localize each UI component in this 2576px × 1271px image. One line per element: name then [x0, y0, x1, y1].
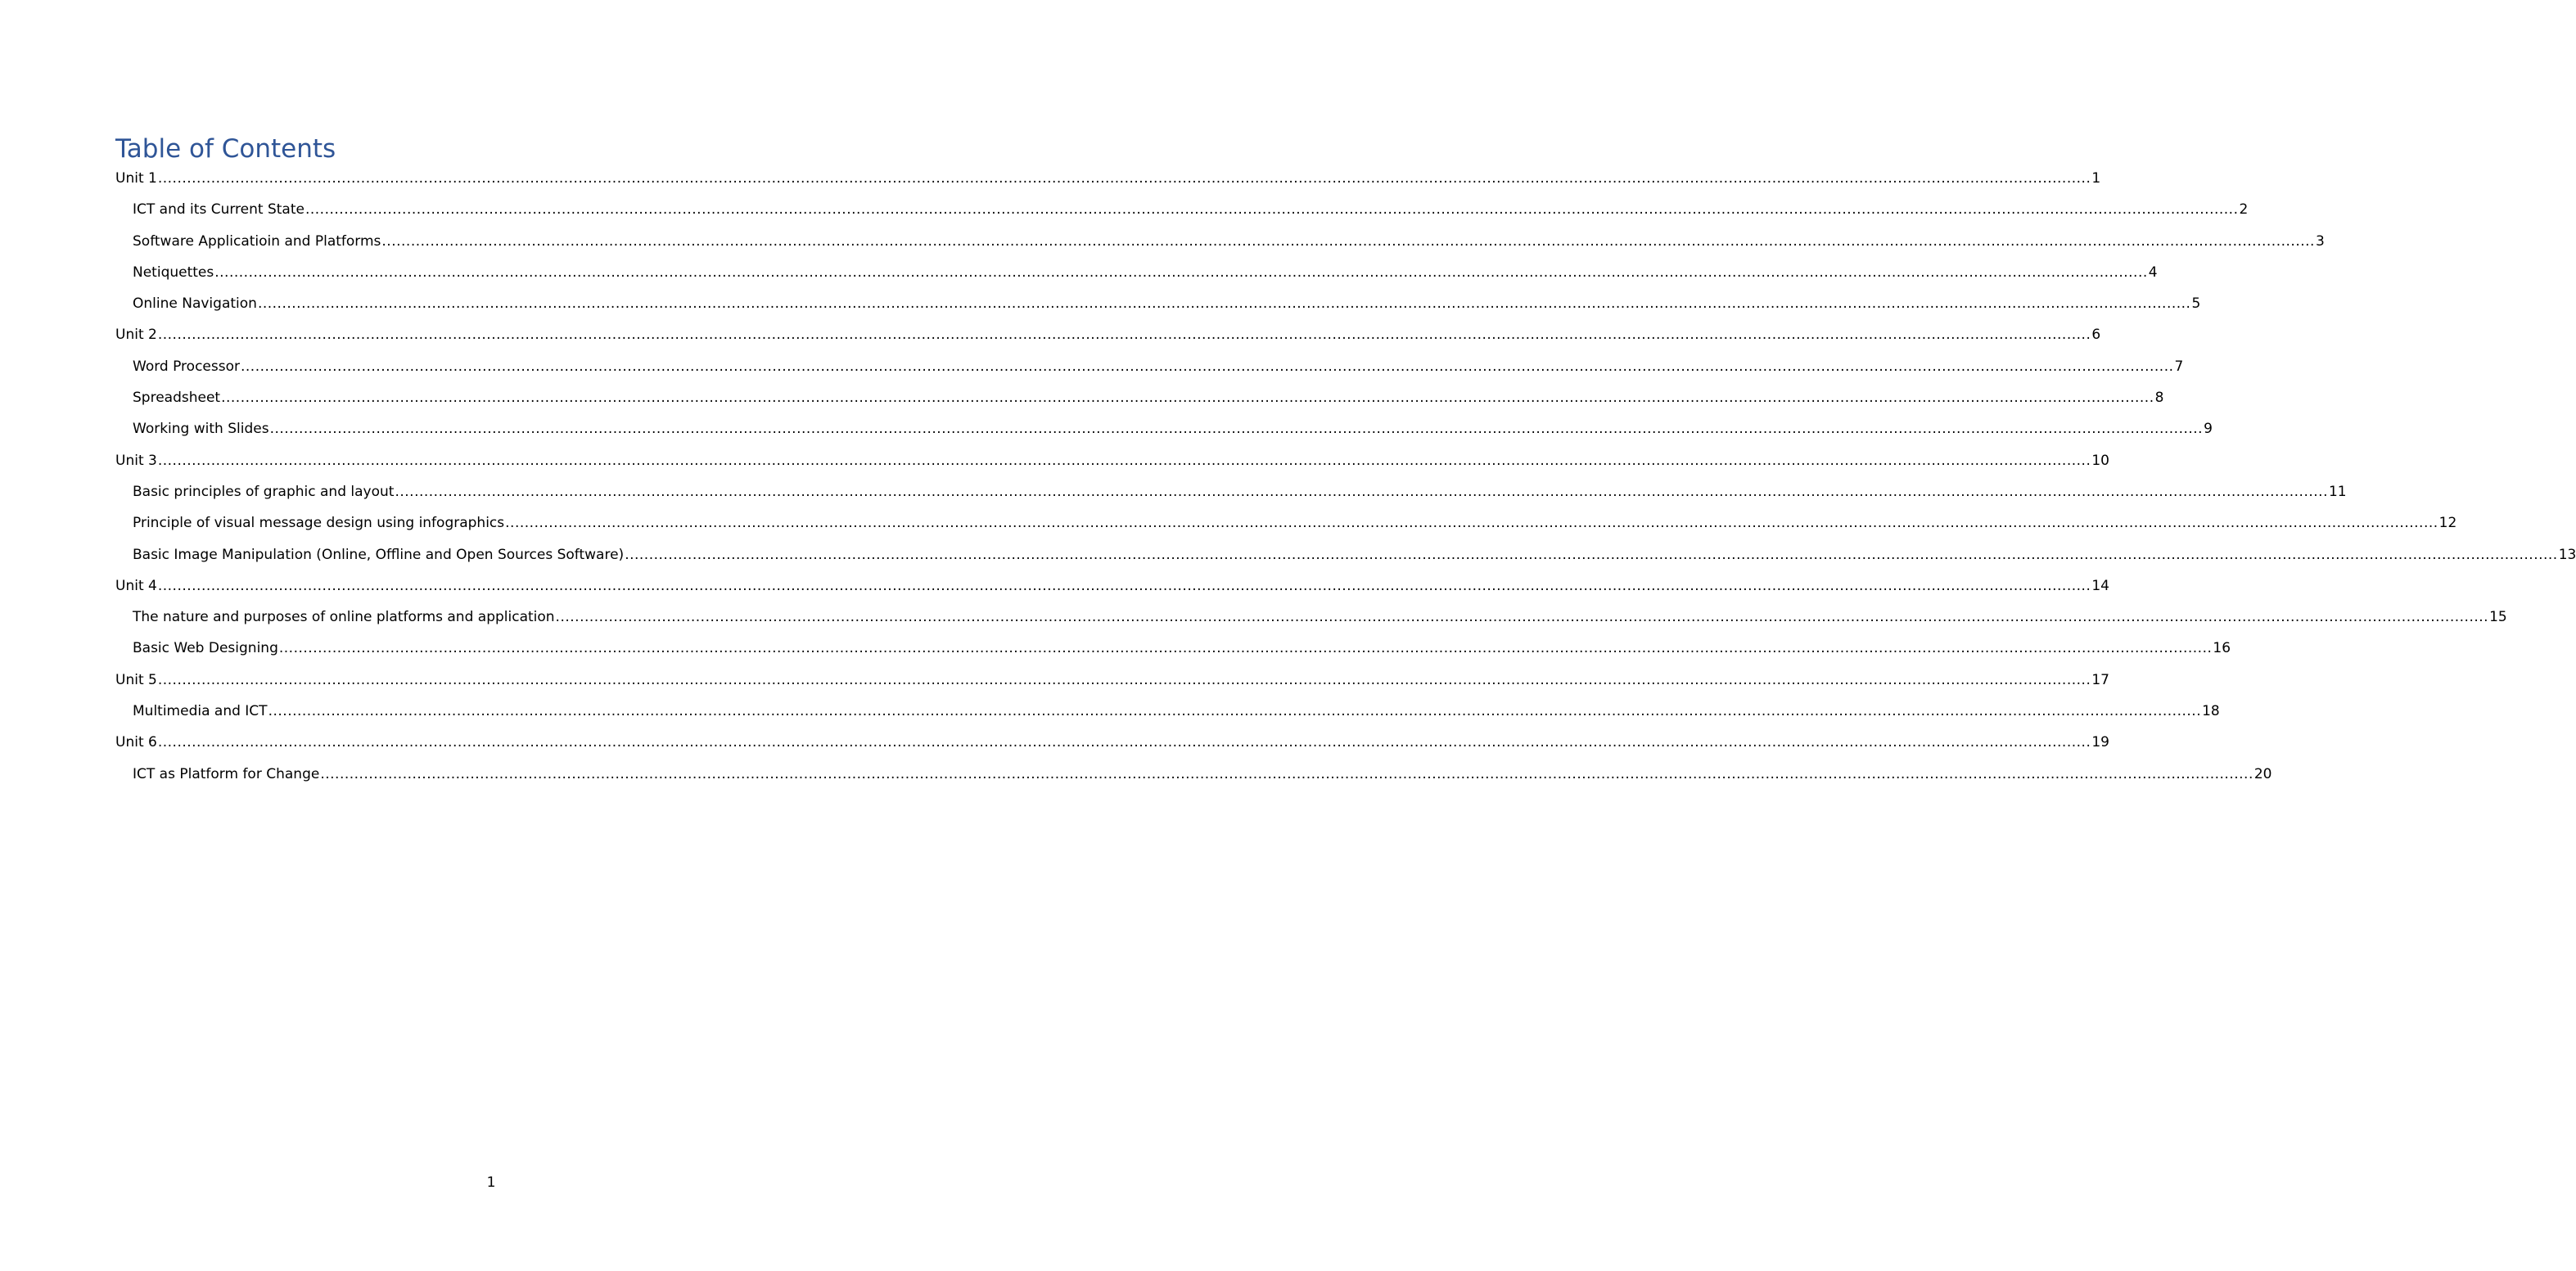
toc-entry-label: Unit 5: [115, 671, 157, 688]
toc-entry-label: Basic Image Manipulation (Online, Offline and Open Sources Software): [133, 546, 625, 563]
toc-entry-label: Working with Slides: [133, 421, 269, 438]
toc-entry-page-number: 7: [2174, 358, 2184, 375]
toc-dot-leader: [279, 635, 2213, 661]
toc-entry-page-number: 12: [2438, 515, 2457, 532]
toc-dot-leader: [505, 510, 2438, 536]
toc-dot-leader: [556, 604, 2489, 630]
toc-entry-label: Online Navigation: [133, 295, 257, 313]
toc-dot-leader: [258, 291, 2191, 317]
toc-entry-unit[interactable]: [115, 573, 2109, 604]
toc-entry-page-number: 16: [2213, 640, 2231, 657]
toc-dot-leader: [395, 479, 2328, 505]
toc-entry-section[interactable]: [115, 354, 2184, 385]
toc-entry-label: Unit 4: [115, 577, 157, 594]
toc-dot-leader: [241, 354, 2174, 380]
toc-dot-leader: [320, 761, 2253, 787]
toc-entry-page-number: 5: [2191, 295, 2201, 313]
toc-entry-section[interactable]: [115, 604, 2507, 635]
toc-entry-label: Unit 6: [115, 734, 157, 751]
toc-entry-label: Multimedia and ICT: [133, 703, 268, 720]
toc-entry-label: The nature and purposes of online platforms and application: [133, 609, 555, 626]
toc-entry-label: Word Processor: [133, 358, 240, 375]
toc-entry-section[interactable]: [115, 385, 2164, 416]
toc-entry-page-number: 17: [2091, 671, 2109, 688]
toc-entry-label: Unit 2: [115, 327, 157, 344]
toc-dot-leader: [221, 385, 2154, 411]
toc-entry-label: ICT as Platform for Change: [133, 765, 320, 782]
toc-entry-page-number: 10: [2091, 452, 2109, 469]
toc-dot-leader: [305, 196, 2239, 223]
toc-entry-section[interactable]: [115, 761, 2272, 792]
toc-entry-section[interactable]: [115, 698, 2220, 729]
toc-entry-label: Principle of visual message design using infographics: [133, 515, 505, 532]
toc-entry-label: Unit 1: [115, 170, 157, 187]
toc-dot-leader: [158, 667, 2091, 693]
footer-page-number: 1: [486, 1174, 496, 1191]
toc-entry-page-number: 19: [2091, 734, 2109, 751]
toc-entry-page-number: 14: [2091, 577, 2109, 594]
toc-entry-page-number: 15: [2489, 609, 2507, 626]
toc-entry-label: Unit 3: [115, 452, 157, 469]
toc-entry-page-number: 11: [2328, 483, 2347, 500]
toc-entry-page-number: 20: [2253, 765, 2272, 782]
toc-dot-leader: [158, 573, 2091, 599]
toc-entry-label: Spreadsheet: [133, 390, 221, 407]
toc-entry-page-number: 2: [2239, 201, 2249, 219]
toc-entry-section[interactable]: [115, 291, 2201, 322]
toc-dot-leader: [158, 165, 2091, 192]
toc-entry-unit[interactable]: [115, 667, 2109, 698]
toc-list: [115, 165, 2576, 792]
toc-entry-label: Basic Web Designing: [133, 640, 278, 657]
toc-entry-page-number: 3: [2315, 232, 2325, 250]
toc-dot-leader: [158, 322, 2091, 348]
toc-entry-unit[interactable]: [115, 729, 2109, 760]
toc-entry-page-number: 18: [2202, 703, 2220, 720]
toc-entry-unit[interactable]: [115, 322, 2101, 353]
toc-entry-section[interactable]: [115, 479, 2347, 510]
toc-entry-section[interactable]: [115, 259, 2158, 291]
toc-dot-leader: [381, 228, 2315, 255]
toc-entry-page-number: 9: [2204, 421, 2213, 438]
toc-entry-page-number: 13: [2558, 546, 2576, 563]
toc-entry-section[interactable]: [115, 228, 2325, 259]
toc-entry-section[interactable]: [115, 416, 2213, 447]
toc-entry-section[interactable]: [115, 635, 2231, 666]
toc-dot-leader: [214, 259, 2148, 286]
toc-entry-section[interactable]: [115, 510, 2457, 541]
toc-entry-section[interactable]: [115, 542, 2576, 573]
toc-dot-leader: [158, 729, 2091, 755]
toc-dot-leader: [268, 698, 2202, 724]
toc-entry-label: Netiquettes: [133, 264, 214, 281]
toc-entry-page-number: 8: [2154, 390, 2164, 407]
toc-entry-unit[interactable]: [115, 165, 2101, 196]
toc-entry-section[interactable]: [115, 196, 2249, 228]
toc-entry-label: ICT and its Current State: [133, 201, 305, 219]
toc-dot-leader: [158, 448, 2091, 474]
toc-entry-page-number: 6: [2091, 327, 2101, 344]
toc-entry-label: Software Applicatioin and Platforms: [133, 232, 381, 250]
toc-entry-page-number: 1: [2091, 170, 2101, 187]
toc-entry-label: Basic principles of graphic and layout: [133, 483, 395, 500]
toc-dot-leader: [270, 416, 2204, 442]
toc-heading: Table of Contents: [115, 134, 336, 164]
toc-entry-unit[interactable]: [115, 448, 2109, 479]
toc-entry-page-number: 4: [2148, 264, 2158, 281]
toc-dot-leader: [625, 542, 2558, 568]
